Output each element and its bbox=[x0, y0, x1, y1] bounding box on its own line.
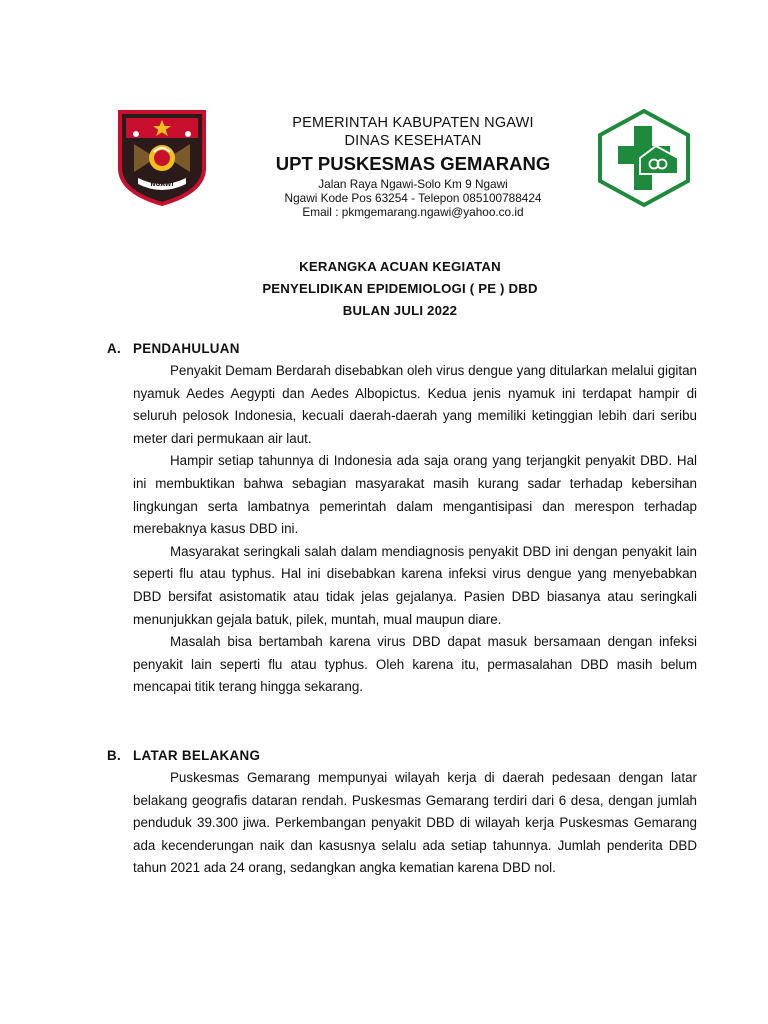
emblem-ribbon-text: NGAWI bbox=[150, 181, 174, 188]
paragraph: Masyarakat seringkali salah dalam mendiagnosis penyakit DBD ini dengan penyakit lain seperti flu atau typhus. Hal ini disebabkan karena infeksi virus dengue yang menyebabkan DBD bersifat asistomatik atau tidak jelas gejalanya. Pasien DBD biasanya atau seringkali menunjukkan gejala batuk, pilek, muntah, mual maupun diare. bbox=[133, 543, 697, 627]
section-letter: A. bbox=[107, 341, 121, 356]
ngawi-emblem-icon bbox=[116, 108, 208, 206]
address-line-1: Jalan Raya Ngawi-Solo Km 9 Ngawi bbox=[318, 177, 508, 191]
gov-line: PEMERINTAH KABUPATEN NGAWI bbox=[292, 115, 534, 131]
paragraph: Puskesmas Gemarang mempunyai wilayah kerja di daerah pedesaan dengan latar belakang geografis dataran rendah. Puskesmas Gemarang terdiri dari 6 desa, dengan jumlah penduduk 39.300 jiwa. Perkembangan penyakit DBD di wilayah kerja Puskesmas Gemarang ada kecenderungan naik dan kasusnya selalu ada setiap tahunnya. Jumlah penderita DBD tahun 2021 ada 24 orang, sedangkan angka kematian karena DBD nol. bbox=[133, 770, 697, 876]
section-heading bbox=[107, 339, 697, 359]
section-latar-belakang bbox=[107, 746, 697, 880]
section-title: LATAR BELAKANG bbox=[133, 748, 261, 763]
section-title: PENDAHULUAN bbox=[133, 341, 240, 356]
puskesmas-logo-icon bbox=[596, 108, 692, 208]
title-line-3: BULAN JULI 2022 bbox=[342, 303, 458, 318]
letterhead bbox=[220, 114, 606, 219]
paragraph: Masalah bisa bertambah karena virus DBD dapat masuk bersamaan dengan infeksi penyakit lain seperti flu atau typhus. Oleh karena itu, permasalahan DBD masih belum mencapai titik terang hingga sekarang. bbox=[133, 634, 697, 695]
section-letter: B. bbox=[107, 748, 121, 763]
paragraph: Hampir setiap tahunnya di Indonesia ada saja orang yang terjangkit penyakit DBD. Hal ini membuktikan bahwa sebagian masyarakat masih kurang sadar terhadap kebersihan lingkungan serta lambatnya pemerintah dalam mengantisipasi dan merespon terhadap merebaknya kasus DBD ini. bbox=[133, 453, 697, 537]
section-pendahuluan bbox=[107, 339, 697, 699]
section-heading bbox=[107, 746, 697, 766]
institution-title: UPT PUSKESMAS GEMARANG bbox=[275, 153, 551, 174]
document-title bbox=[150, 256, 650, 322]
paragraph: Penyakit Demam Berdarah disebabkan oleh virus dengue yang ditularkan melalui gigitan nyamuk Aedes Aegypti dan Aedes Albopictus. Kedua jenis nyamuk ini terdapat hampir di seluruh pelosok Indonesia, kecuali daerah-daerah yang memiliki ketinggian lebih dari seribu meter dari permukaan air laut. bbox=[133, 363, 697, 446]
agency-line: DINAS KESEHATAN bbox=[344, 133, 482, 149]
title-line-1: KERANGKA ACUAN KEGIATAN bbox=[299, 259, 501, 274]
email-line: Email : pkmgemarang.ngawi@yahoo.co.id bbox=[302, 205, 524, 219]
title-line-2: PENYELIDIKAN EPIDEMIOLOGI ( PE ) DBD bbox=[262, 281, 538, 296]
address-line-2: Ngawi Kode Pos 63254 - Telepon 085100788424 bbox=[284, 191, 542, 205]
